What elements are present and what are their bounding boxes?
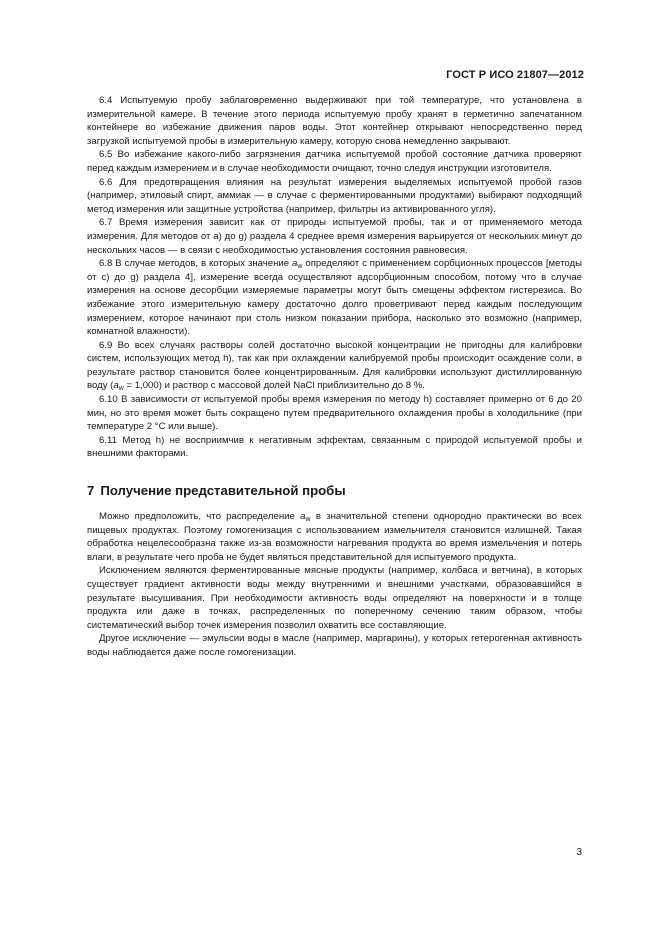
section-7-paragraph: Исключением являются ферментированные мясные продукты (например, колбаса и ветчина), в которых существует градиент активности воды между внутренними и внешними участками, образовавшийся в результате высушивания. При необходимости активность воды определяют на поверхности и в толще продукта или даже в точках, распределенных по поперечному сечению таким образом, чтобы систематический выбор точек измерения позволил охватить все составляющие. xyxy=(87,565,582,631)
clause-6-7: 6.7 Время измерения зависит как от природы испытуемой пробы, так и от применяемого метода измерения. Для методов от a) до g) раздела 4 среднее время измерения варьируется от нескольких минут до нескольких часов — в связи с необходимостью установления состояния равновесия. xyxy=(87,217,582,256)
clause-6-6: 6.6 Для предотвращения влияния на результат измерения выделяемых испытуемой пробой газов (например, этиловый спирт, аммиак — в случае с ферментированными продуктами) выбирают подходящий метод измерения или защитные устройства (например, фильтры из активированного угля). xyxy=(87,176,583,215)
clause-6-10: 6.10 В зависимости от испытуемой пробы время измерения по методу h) составляет примерно от 6 до 20 мин, но это время может быть сокращено путем предварительного охлаждения пробы в холодильнике (при температуре 2 °C или выше). xyxy=(87,394,582,433)
clause-6-5: 6.5 Во избежание какого-либо загрязнения датчика испытуемой пробой состояние датчика проверяют перед каждым измерением и в случае необходимости очищают, точно следуя инструкции изготовителя. xyxy=(87,149,582,174)
clause-6-4: 6.4 Испытуемую пробу заблаговременно выдерживают при той температуре, что установлена в измерительной камере. В течение этого периода испытуемую пробу хранят в герметично запечатанном контейнере во избежание движения паров воды. Этот контейнер открывают непосредственно перед загрузкой испытуемой пробы в измерительную камеру, которую снова немедленно закрывают. xyxy=(87,95,582,147)
water-activity-symbol: a xyxy=(113,380,119,392)
clause-6-9: 6.9 Во всех случаях растворы солей достаточно высокой концентрации не пригодны для калибровки систем, использующих метод h), так как при охлаждении калибруемой пробы происходит осаждение соли, в результате раствор становится более концентрированным. Для калибровки используют дистиллированную воду $(a_w = 1,000)$ и раствор с массовой долей NaCl приблизительно до 8 %. xyxy=(87,339,582,393)
document-body xyxy=(87,94,582,660)
section-7-heading: 7 Получение представительной пробы xyxy=(87,483,346,499)
water-activity-symbol: a xyxy=(292,258,298,270)
clause-6-11: 6.11 Метод h) не восприимчив к негативным эффектам, связанным с природой испытуемой пробы и внешними факторами. xyxy=(87,434,582,460)
section-7-paragraph: Можно предположить, что распределение $a_w$ в значительной степени однородно практически во всех пищевых продуктах. Поэтому гомогенизация с использованием измельчителя становится излишней. Такая обработка нецелесообразна также из-за возможности нагревания продукта во время измельчения и потерь влаги, в результате чего проба не будет являться представительной для испытуемого продукта. xyxy=(87,511,582,563)
page-number: 3 xyxy=(576,847,582,858)
document-header-standard: ГОСТ Р ИСО 21807—2012 xyxy=(446,69,584,81)
section-7-paragraph: Другое исключение — эмульсии воды в масле (например, маргарины), у которых гетерогенная активность воды наблюдается даже после гомогенизации. xyxy=(87,633,582,658)
clause-6-8: 6.8 В случае методов, в которых значение $a_w$ определяют с применением сорбционных процессов [методы от c) до g) раздела 4], измерение всегда осуществляют адсорбционным способом, потому что в случае измерения на основе десорбции измеряемые параметры могут быть смещены эффектом гистерезиса. Во избежание этого измерительную камеру достаточно долго проветривают перед каждым последующим измерением, которое начинают при столь низком показании прибора, насколько это возможно (например, комнатной влажности). xyxy=(87,258,582,338)
water-activity-symbol: a xyxy=(300,511,306,523)
